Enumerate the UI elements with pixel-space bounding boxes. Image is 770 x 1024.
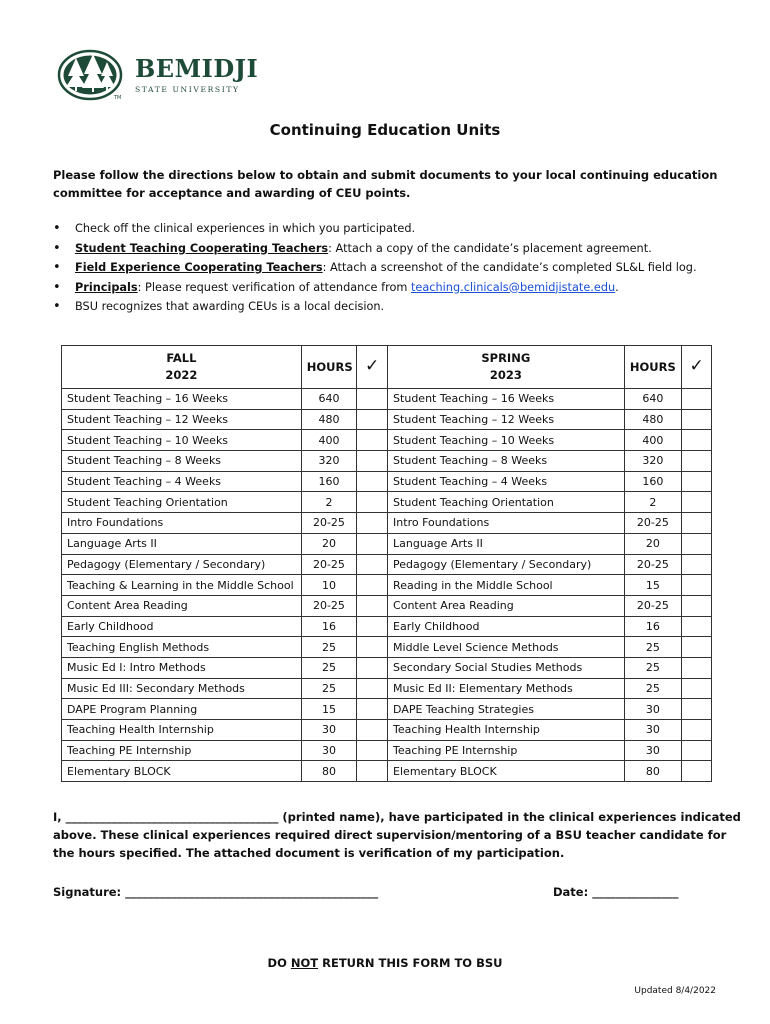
spring-hours-cell: 640 — [624, 389, 682, 410]
fall-hours-cell: 20-25 — [301, 513, 356, 534]
table-row — [62, 513, 712, 534]
fall-course-cell: Intro Foundations — [62, 513, 302, 534]
spring-hours-cell: 25 — [624, 657, 682, 678]
spring-header: SPRING 2023 — [388, 346, 625, 389]
fall-checkbox-cell[interactable] — [357, 513, 388, 534]
spring-checkbox-cell[interactable] — [682, 575, 712, 596]
bullet-text: Check off the clinical experiences in which you participated. — [75, 222, 416, 235]
spring-hours-cell: 25 — [624, 678, 682, 699]
spring-checkbox-cell[interactable] — [682, 471, 712, 492]
spring-hours-cell: 20 — [624, 533, 682, 554]
table-row — [62, 409, 712, 430]
fall-hours-cell: 400 — [301, 430, 356, 451]
spring-hours-cell: 80 — [624, 761, 682, 782]
bullet-label: Field Experience Cooperating Teachers — [75, 261, 323, 274]
fall-course-cell: Teaching English Methods — [62, 637, 302, 658]
bullet-text: BSU recognizes that awarding CEUs is a local decision. — [75, 300, 385, 313]
fall-checkbox-cell[interactable] — [357, 595, 388, 616]
spring-checkbox-cell[interactable] — [682, 657, 712, 678]
fall-checkbox-cell[interactable] — [357, 720, 388, 741]
fall-course-cell: Early Childhood — [62, 616, 302, 637]
spring-course-cell: Student Teaching – 4 Weeks — [388, 471, 625, 492]
logo-name: BEMIDJI — [135, 54, 259, 83]
fall-checkbox-cell[interactable] — [357, 430, 388, 451]
instruction-list — [53, 219, 743, 317]
bullet-text: . — [615, 280, 619, 294]
table-row — [62, 554, 712, 575]
spring-checkbox-cell[interactable] — [682, 451, 712, 472]
list-item — [53, 258, 743, 278]
fall-hours-cell: 30 — [301, 720, 356, 741]
spring-hours-cell: 160 — [624, 471, 682, 492]
table-row — [62, 471, 712, 492]
fall-checkbox-cell[interactable] — [357, 451, 388, 472]
spring-course-cell: Music Ed II: Elementary Methods — [388, 678, 625, 699]
intro-paragraph: Please follow the directions below to obtain and submit documents to your local continuing education committee for acceptance and awarding of CEU points. — [53, 168, 718, 200]
fall-course-cell: Music Ed I: Intro Methods — [62, 657, 302, 678]
fall-checkbox-cell[interactable] — [357, 492, 388, 513]
fall-checkbox-cell[interactable] — [357, 761, 388, 782]
logo-subtitle: STATE UNIVERSITY — [135, 85, 240, 94]
spring-course-cell: Reading in the Middle School — [388, 575, 625, 596]
spring-course-cell: Teaching Health Internship — [388, 720, 625, 741]
ceu-table — [61, 345, 712, 782]
fall-checkbox-cell[interactable] — [357, 409, 388, 430]
spring-course-cell: Student Teaching – 12 Weeks — [388, 409, 625, 430]
bullet-label: Student Teaching Cooperating Teachers — [75, 241, 329, 255]
spring-course-cell: DAPE Teaching Strategies — [388, 699, 625, 720]
bullet-text: : Attach a copy of the candidate’s placement agreement. — [328, 241, 652, 255]
spring-hours-cell: 20-25 — [624, 513, 682, 534]
fall-checkbox-cell[interactable] — [357, 389, 388, 410]
checkmark-icon: ✓ — [689, 356, 704, 376]
fall-checkbox-cell[interactable] — [357, 554, 388, 575]
fall-course-cell: Teaching Health Internship — [62, 720, 302, 741]
return-notice: DO NOT RETURN THIS FORM TO BSU — [267, 956, 503, 970]
fall-hours-cell: 25 — [301, 678, 356, 699]
fall-course-cell: Teaching PE Internship — [62, 740, 302, 761]
spring-course-cell: Secondary Social Studies Methods — [388, 657, 625, 678]
spring-course-cell: Language Arts II — [388, 533, 625, 554]
table-row — [62, 575, 712, 596]
spring-hours-cell: 20-25 — [624, 554, 682, 575]
signature-line: Signature: ____________________________________________ — [53, 885, 379, 899]
bullet-text: : Please request verification of attendance from — [137, 280, 411, 294]
fall-hours-cell: 2 — [301, 492, 356, 513]
table-row — [62, 533, 712, 554]
spring-checkbox-cell[interactable] — [682, 678, 712, 699]
fall-course-cell: Student Teaching – 4 Weeks — [62, 471, 302, 492]
fall-checkbox-cell[interactable] — [357, 471, 388, 492]
fall-hours-cell: 16 — [301, 616, 356, 637]
table-row — [62, 430, 712, 451]
updated-date: Updated 8/4/2022 — [634, 986, 716, 996]
fall-course-cell: Student Teaching – 10 Weeks — [62, 430, 302, 451]
spring-checkbox-cell[interactable] — [682, 533, 712, 554]
spring-checkbox-cell[interactable] — [682, 616, 712, 637]
spring-course-cell: Teaching PE Internship — [388, 740, 625, 761]
page-title: Continuing Education Units — [269, 121, 501, 139]
fall-course-cell: Elementary BLOCK — [62, 761, 302, 782]
spring-course-cell: Student Teaching – 8 Weeks — [388, 451, 625, 472]
fall-checkbox-cell[interactable] — [357, 699, 388, 720]
spring-checkbox-cell[interactable] — [682, 720, 712, 741]
fall-course-cell: Language Arts II — [62, 533, 302, 554]
fall-course-cell: DAPE Program Planning — [62, 699, 302, 720]
table-row — [62, 699, 712, 720]
date-line: Date: _______________ — [553, 885, 679, 899]
fall-hours-cell: 480 — [301, 409, 356, 430]
spring-hours-cell: 320 — [624, 451, 682, 472]
list-item — [53, 297, 743, 317]
spring-hours-cell: 2 — [624, 492, 682, 513]
table-row — [62, 637, 712, 658]
spring-course-cell: Pedagogy (Elementary / Secondary) — [388, 554, 625, 575]
spring-checkbox-cell[interactable] — [682, 637, 712, 658]
fall-course-cell: Student Teaching – 16 Weeks — [62, 389, 302, 410]
list-item — [53, 278, 743, 298]
fall-hours-cell: 20 — [301, 533, 356, 554]
fall-header: FALL 2022 — [62, 346, 302, 389]
fall-hours-cell: 15 — [301, 699, 356, 720]
bemidji-logo — [56, 45, 259, 105]
fall-course-cell: Student Teaching – 8 Weeks — [62, 451, 302, 472]
table-row — [62, 616, 712, 637]
list-item — [53, 239, 743, 259]
email-link[interactable]: teaching.clinicals@bemidjistate.edu — [410, 280, 616, 294]
fall-hours-cell: 20-25 — [301, 554, 356, 575]
spring-checkbox-cell[interactable] — [682, 513, 712, 534]
fall-hours-cell: 640 — [301, 389, 356, 410]
fall-course-cell: Teaching & Learning in the Middle School — [62, 575, 302, 596]
table-row — [62, 678, 712, 699]
fall-course-cell: Student Teaching Orientation — [62, 492, 302, 513]
spring-course-cell: Early Childhood — [388, 616, 625, 637]
fall-checkbox-cell[interactable] — [357, 616, 388, 637]
fall-checkbox-cell[interactable] — [357, 678, 388, 699]
table-row — [62, 740, 712, 761]
attestation-paragraph: I, _____________________________________ (printed name), have participated in the clinical experiences indicated above. These clinical experiences required direct supervision/mentoring of a BSU teacher candidate for the hours specified. The attached document is verification of my participation. — [53, 810, 741, 860]
table-row — [62, 720, 712, 741]
fall-check-header — [357, 346, 388, 389]
spring-checkbox-cell[interactable] — [682, 492, 712, 513]
table-row — [62, 761, 712, 782]
spring-hours-cell: 15 — [624, 575, 682, 596]
spring-hours-cell: 30 — [624, 740, 682, 761]
fall-hours-cell: 20-25 — [301, 595, 356, 616]
fall-course-cell: Pedagogy (Elementary / Secondary) — [62, 554, 302, 575]
spring-course-cell: Intro Foundations — [388, 513, 625, 534]
spring-checkbox-cell[interactable] — [682, 699, 712, 720]
fall-hours-cell: 25 — [301, 657, 356, 678]
spring-checkbox-cell[interactable] — [682, 409, 712, 430]
spring-hours-cell: 480 — [624, 409, 682, 430]
spring-checkbox-cell[interactable] — [682, 595, 712, 616]
fall-checkbox-cell[interactable] — [357, 575, 388, 596]
spring-course-cell: Elementary BLOCK — [388, 761, 625, 782]
bullet-text: : Attach a screenshot of the candidate’s completed SL&L field log. — [322, 261, 697, 274]
fall-hours-cell: 25 — [301, 637, 356, 658]
spring-hours-header: HOURS — [624, 346, 682, 389]
spring-checkbox-cell[interactable] — [682, 430, 712, 451]
spring-hours-cell: 30 — [624, 720, 682, 741]
table-row — [62, 389, 712, 410]
spring-course-cell: Student Teaching Orientation — [388, 492, 625, 513]
spring-hours-cell: 20-25 — [624, 595, 682, 616]
spring-checkbox-cell[interactable] — [682, 761, 712, 782]
table-row — [62, 492, 712, 513]
fall-hours-cell: 320 — [301, 451, 356, 472]
fall-hours-header: HOURS — [301, 346, 356, 389]
fall-checkbox-cell[interactable] — [357, 657, 388, 678]
fall-course-cell: Student Teaching – 12 Weeks — [62, 409, 302, 430]
spring-course-cell: Middle Level Science Methods — [388, 637, 625, 658]
fall-hours-cell: 160 — [301, 471, 356, 492]
fall-hours-cell: 30 — [301, 740, 356, 761]
list-item — [53, 219, 743, 239]
fall-course-cell: Music Ed III: Secondary Methods — [62, 678, 302, 699]
spring-course-cell: Student Teaching – 16 Weeks — [388, 389, 625, 410]
spring-check-header — [682, 346, 712, 389]
spring-hours-cell: 30 — [624, 699, 682, 720]
table-row — [62, 657, 712, 678]
spring-course-cell: Student Teaching – 10 Weeks — [388, 430, 625, 451]
spring-checkbox-cell[interactable] — [682, 389, 712, 410]
spring-hours-cell: 25 — [624, 637, 682, 658]
spring-hours-cell: 16 — [624, 616, 682, 637]
table-row — [62, 451, 712, 472]
checkmark-icon: ✓ — [364, 356, 380, 376]
spring-checkbox-cell[interactable] — [682, 740, 712, 761]
spring-hours-cell: 400 — [624, 430, 682, 451]
table-row — [62, 595, 712, 616]
table-header-row — [62, 346, 712, 389]
spring-checkbox-cell[interactable] — [682, 554, 712, 575]
fall-checkbox-cell[interactable] — [357, 740, 388, 761]
spring-course-cell: Content Area Reading — [388, 595, 625, 616]
fall-hours-cell: 10 — [301, 575, 356, 596]
bullet-label: Principals — [75, 280, 138, 294]
fall-checkbox-cell[interactable] — [357, 637, 388, 658]
fall-checkbox-cell[interactable] — [357, 533, 388, 554]
trademark-mark: TM — [114, 95, 122, 101]
fall-hours-cell: 80 — [301, 761, 356, 782]
fall-course-cell: Content Area Reading — [62, 595, 302, 616]
